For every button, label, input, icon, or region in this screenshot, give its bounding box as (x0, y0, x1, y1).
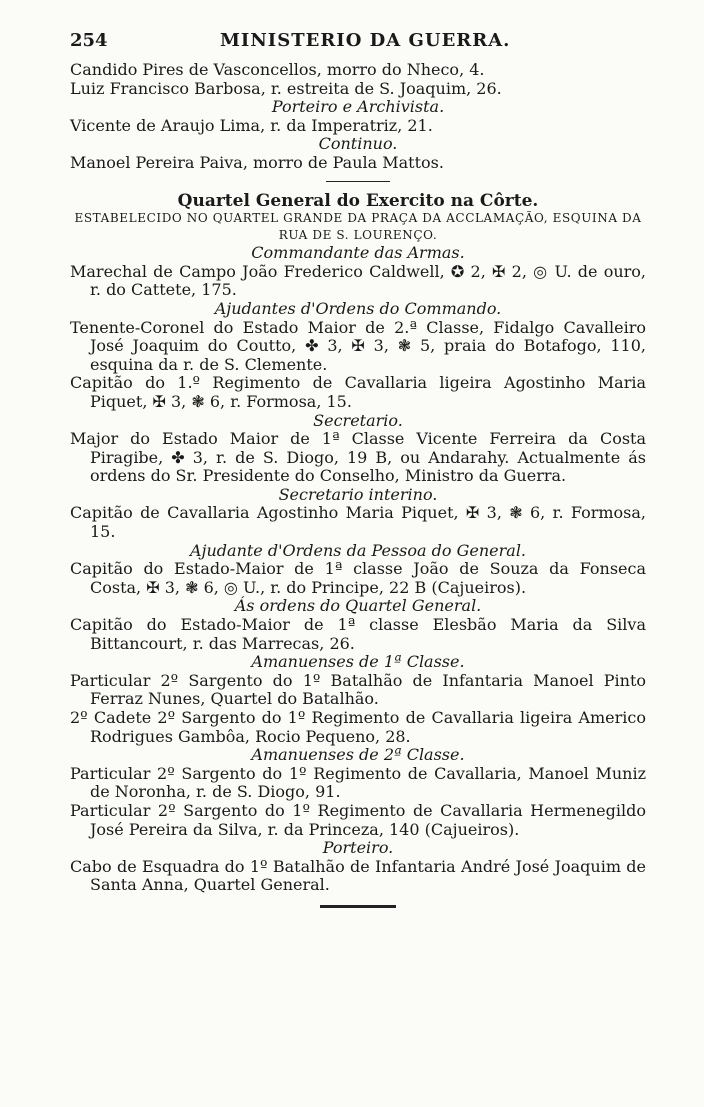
page-number: 254 (70, 30, 108, 51)
entry-line: Major do Estado Maior de 1ª Classe Vicente Ferreira da Costa Piragibe, ✤ 3, r. de S. Diogo, 19 B, ou Andarahy. Actualmente ás ordens do Sr. Presidente do Conselho, Ministro da Guerra. (70, 429, 646, 486)
entry-line: Capitão do 1.º Regimento de Cavallaria ligeira Agostinho Maria Piquet, ✠ 3, ❃ 6, r. Formosa, 15. (70, 373, 646, 411)
section-subtitle: ESTABELECIDO NO QUARTEL GRANDE DA PRAÇA DA ACCLAMAÇÃO, ESQUINA DA RUA DE S. LOURENÇO. (74, 211, 642, 243)
entry-line: Capitão de Cavallaria Agostinho Maria Piquet, ✠ 3, ❃ 6, r. Formosa, 15. (70, 503, 646, 542)
entry-line: 2º Cadete 2º Sargento do 1º Regimento de Cavallaria ligeira Americo Rodrigues Gambôa, Rocio Pequeno, 28. (70, 708, 646, 746)
subheading: Amanuenses de 2ª Classe. (251, 745, 465, 765)
entry-line: Capitão do Estado-Maior de 1ª classe Elesbão Maria da Silva Bittancourt, r. das Marrecas, 26. (70, 615, 646, 653)
entry-line: Particular 2º Sargento do 1º Regimento de Cavallaria Hermenegildo José Pereira da Silva, r. da Princeza, 140 (Cajueiros). (70, 800, 646, 839)
subheading: Commandante das Armas. (251, 243, 465, 263)
subheading: Ajudante d'Ordens da Pessoa do General. (189, 540, 527, 560)
running-title: MINISTERIO DA GUERRA. (220, 30, 511, 51)
subheading: Ajudantes d'Ordens do Commando. (214, 298, 502, 318)
entry-line: Particular 2º Sargento do 1º Batalhão de Infantaria Manoel Pinto Ferraz Nunes, Quartel do Batalhão. (70, 670, 646, 709)
subheading: Secretario. (313, 410, 403, 430)
running-header (70, 30, 640, 58)
closing-rule (320, 905, 396, 908)
subheading: Ás ordens do Quartel General. (234, 596, 482, 616)
entry-line: Capitão do Estado-Maior de 1ª classe João de Souza da Fonseca Costa, ✠ 3, ❃ 6, ◎ U., r. do Principe, 22 B (Cajueiros). (70, 559, 646, 597)
entry-line: Candido Pires de Vasconcellos, morro do Nheco, 4. (70, 60, 485, 79)
page-body (70, 61, 646, 908)
entry-line: Tenente-Coronel do Estado Maior de 2.ª Classe, Fidalgo Cavalleiro José Joaquim do Coutto, ✤ 3, ✠ 3, ❃ 5, praia do Botafogo, 110, esquina da r. de S. Clemente. (70, 317, 646, 374)
section-divider (326, 181, 390, 182)
subheading: Porteiro. (322, 838, 394, 858)
entry-line: Vicente de Araujo Lima, r. da Imperatriz, 21. (70, 115, 433, 135)
subheading: Secretario interino. (278, 484, 438, 504)
subheading: Continuo. (318, 134, 398, 154)
entry-line: Manoel Pereira Paiva, morro de Paula Mattos. (70, 152, 444, 172)
subheading: Amanuenses de 1ª Classe. (251, 652, 465, 672)
entry-line: Particular 2º Sargento do 1º Regimento de Cavallaria, Manoel Muniz de Noronha, r. de S. Diogo, 91. (70, 763, 646, 802)
subheading: Porteiro e Archivista. (271, 97, 445, 117)
entry-line: Cabo de Esquadra do 1º Batalhão de Infantaria André José Joaquim de Santa Anna, Quartel General. (70, 856, 646, 895)
entry-line: Marechal de Campo João Frederico Caldwell, ✪ 2, ✠ 2, ◎ U. de ouro, r. do Cattete, 175. (70, 261, 646, 300)
entry-line: Luiz Francisco Barbosa, r. estreita de S. Joaquim, 26. (70, 78, 502, 98)
section-title: Quartel General do Exercito na Côrte. (177, 190, 539, 211)
